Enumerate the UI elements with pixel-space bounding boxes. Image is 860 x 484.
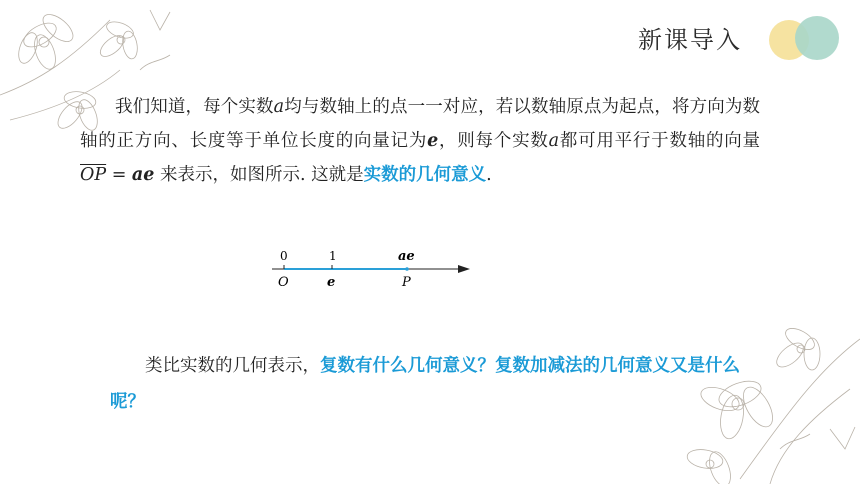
intro-paragraph — [80, 90, 760, 192]
label-o: O — [278, 275, 289, 290]
label-ae: ae — [398, 249, 415, 264]
label-p: P — [402, 275, 411, 290]
highlight-geometric-meaning: 实数的几何意义 — [363, 165, 487, 185]
page-title: 新课导入 — [638, 26, 742, 54]
label-e: e — [327, 275, 336, 290]
intro-text-3: ，则每个实数 — [438, 131, 549, 151]
equals-sign: = — [106, 165, 132, 185]
var-a: a — [273, 97, 285, 117]
intro-text-6: . — [486, 165, 492, 185]
expr-ae: ae — [131, 165, 155, 185]
number-line-figure — [262, 242, 482, 292]
label-1: 1 — [329, 249, 337, 263]
intro-text-2: 均与数轴上的点一一对应，若以数轴原点为起点，将方向为数轴的正方向、长度等于单位长度的向量记为 — [80, 97, 760, 151]
intro-text-4: 都可用平行于数轴的向量 — [559, 131, 761, 151]
var-e: e — [427, 131, 439, 151]
point-p — [405, 267, 409, 271]
label-0: 0 — [280, 249, 288, 263]
intro-text-5: 来表示，如图所示. 这就是 — [154, 165, 364, 185]
intro-text-1: 我们知道，每个实数 — [115, 97, 274, 117]
analogy-lead: 类比实数的几何表示， — [145, 356, 320, 376]
var-a-2: a — [548, 131, 560, 151]
analogy-paragraph — [110, 348, 750, 420]
axis-arrow-icon — [458, 265, 470, 273]
header-circles-decoration — [765, 14, 845, 64]
vector-op: $\overline{OP}$ — [80, 165, 107, 185]
analogy-question: 复数有什么几何意义？复数加减法的几何意义又是什么呢？ — [110, 356, 740, 412]
floral-decoration-bottom-right — [680, 299, 860, 484]
